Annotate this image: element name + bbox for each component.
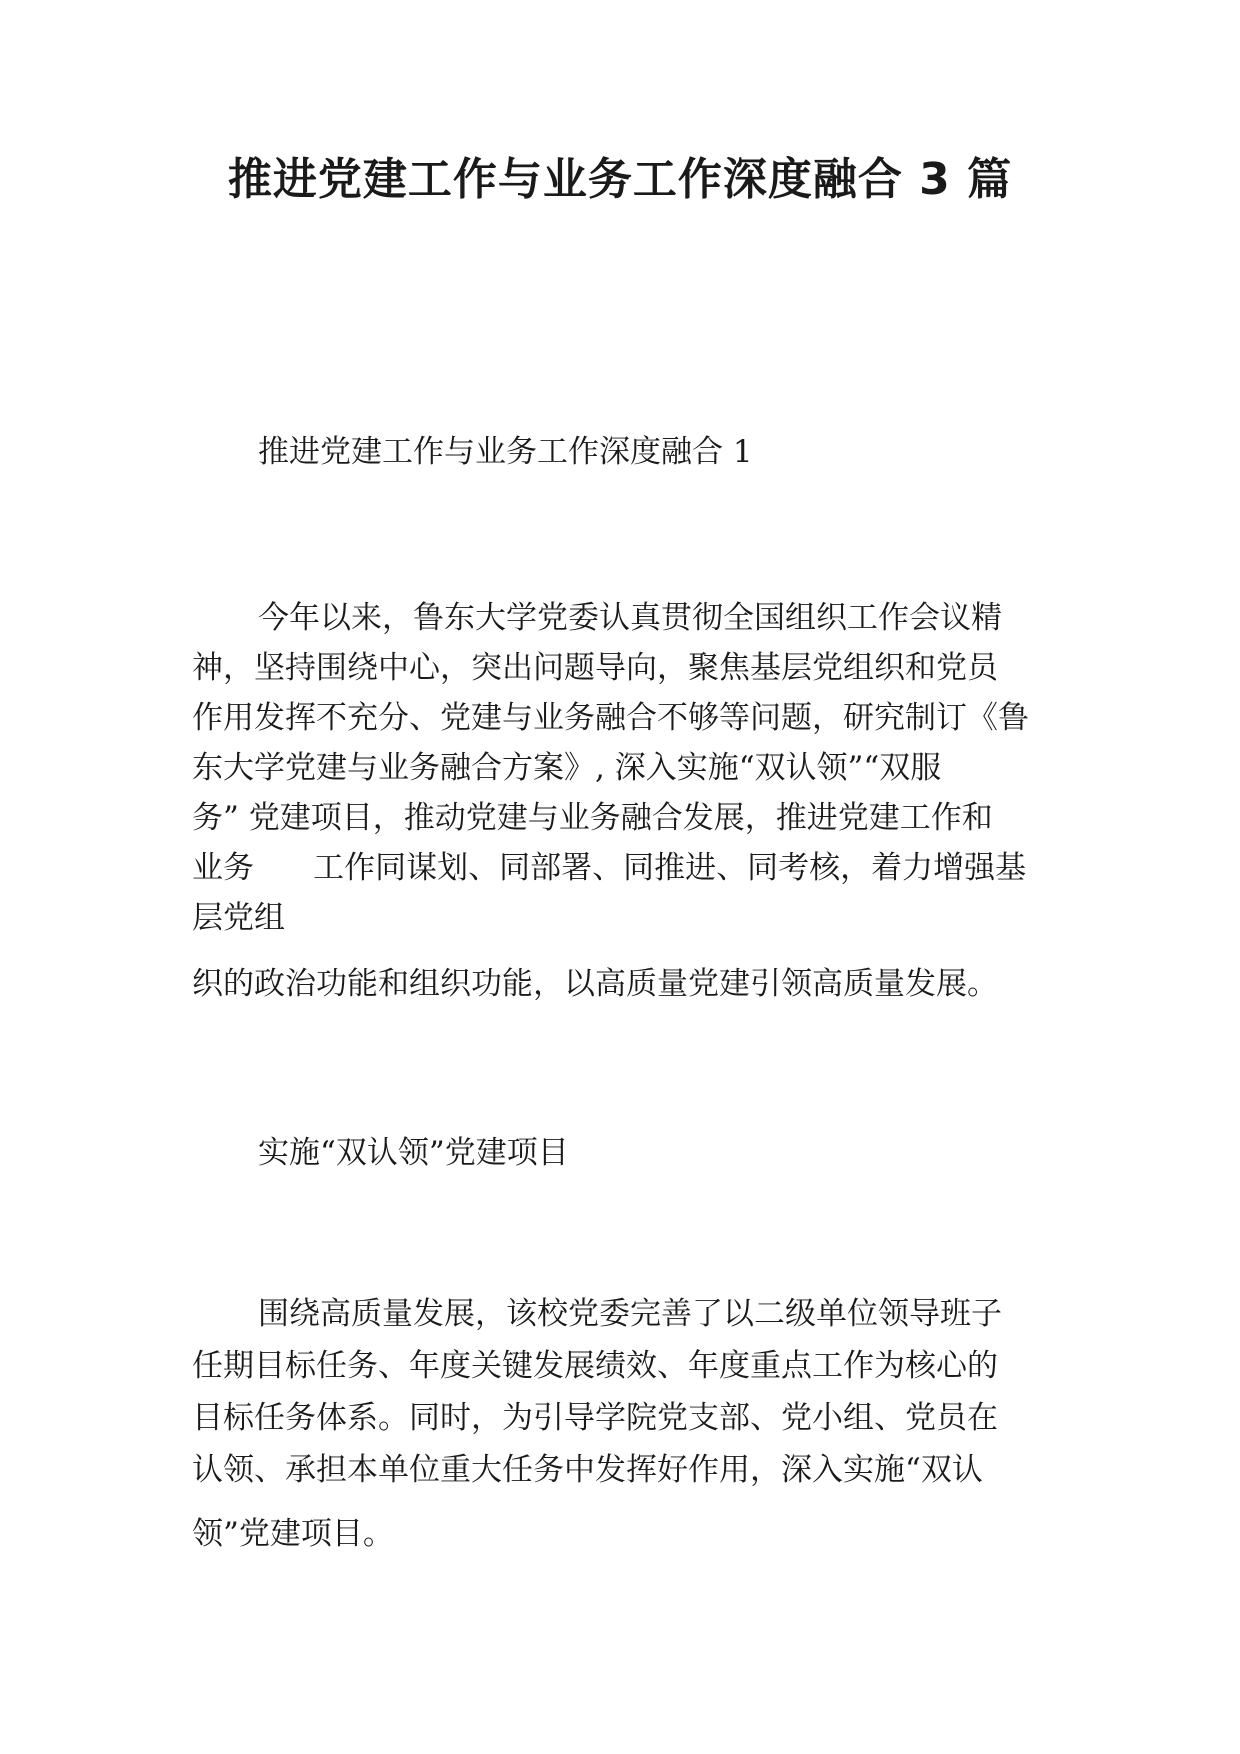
paragraph-line: 作用发挥不充分、党建与业务融合不够等问题，研究制订《鲁 xyxy=(192,700,1029,736)
paragraph-line: 东大学党建与业务融合方案》, 深入实施“双认领”“双服 xyxy=(192,750,942,786)
paragraph-line: 今年以来，鲁东大学党委认真贯彻全国组织工作会议精 xyxy=(258,600,1002,636)
section-heading-2: 实施“双认领”党建项目 xyxy=(258,1135,569,1171)
paragraph-line: 业务 工作同谋划、同部署、同推进、同考核，着力增强基 xyxy=(192,850,1027,886)
paragraph-line: 层党组 xyxy=(192,900,285,936)
paragraph-line: 认领、承担本单位重大任务中发挥好作用，深入实施“双认 xyxy=(192,1452,983,1488)
paragraph-line: 围绕高质量发展，该校党委完善了以二级单位领导班子 xyxy=(258,1296,1002,1332)
paragraph-line: 神，坚持围绕中心，突出问题导向，聚焦基层党组织和党员 xyxy=(192,650,998,686)
section-heading-1: 推进党建工作与业务工作深度融合 1 xyxy=(258,434,753,470)
paragraph-line: 任期目标任务、年度关键发展绩效、年度重点工作为核心的 xyxy=(192,1348,998,1384)
document-title: 推进党建工作与业务工作深度融合 3 篇 xyxy=(227,154,1013,205)
paragraph-line: 织的政治功能和组织功能，以高质量党建引领高质量发展。 xyxy=(192,966,998,1002)
paragraph-line: 领”党建项目。 xyxy=(192,1516,394,1552)
paragraph-line: 目标任务体系。同时，为引导学院党支部、党小组、党员在 xyxy=(192,1400,998,1436)
paragraph-line: 务” 党建项目，推动党建与业务融合发展，推进党建工作和 xyxy=(192,800,993,836)
